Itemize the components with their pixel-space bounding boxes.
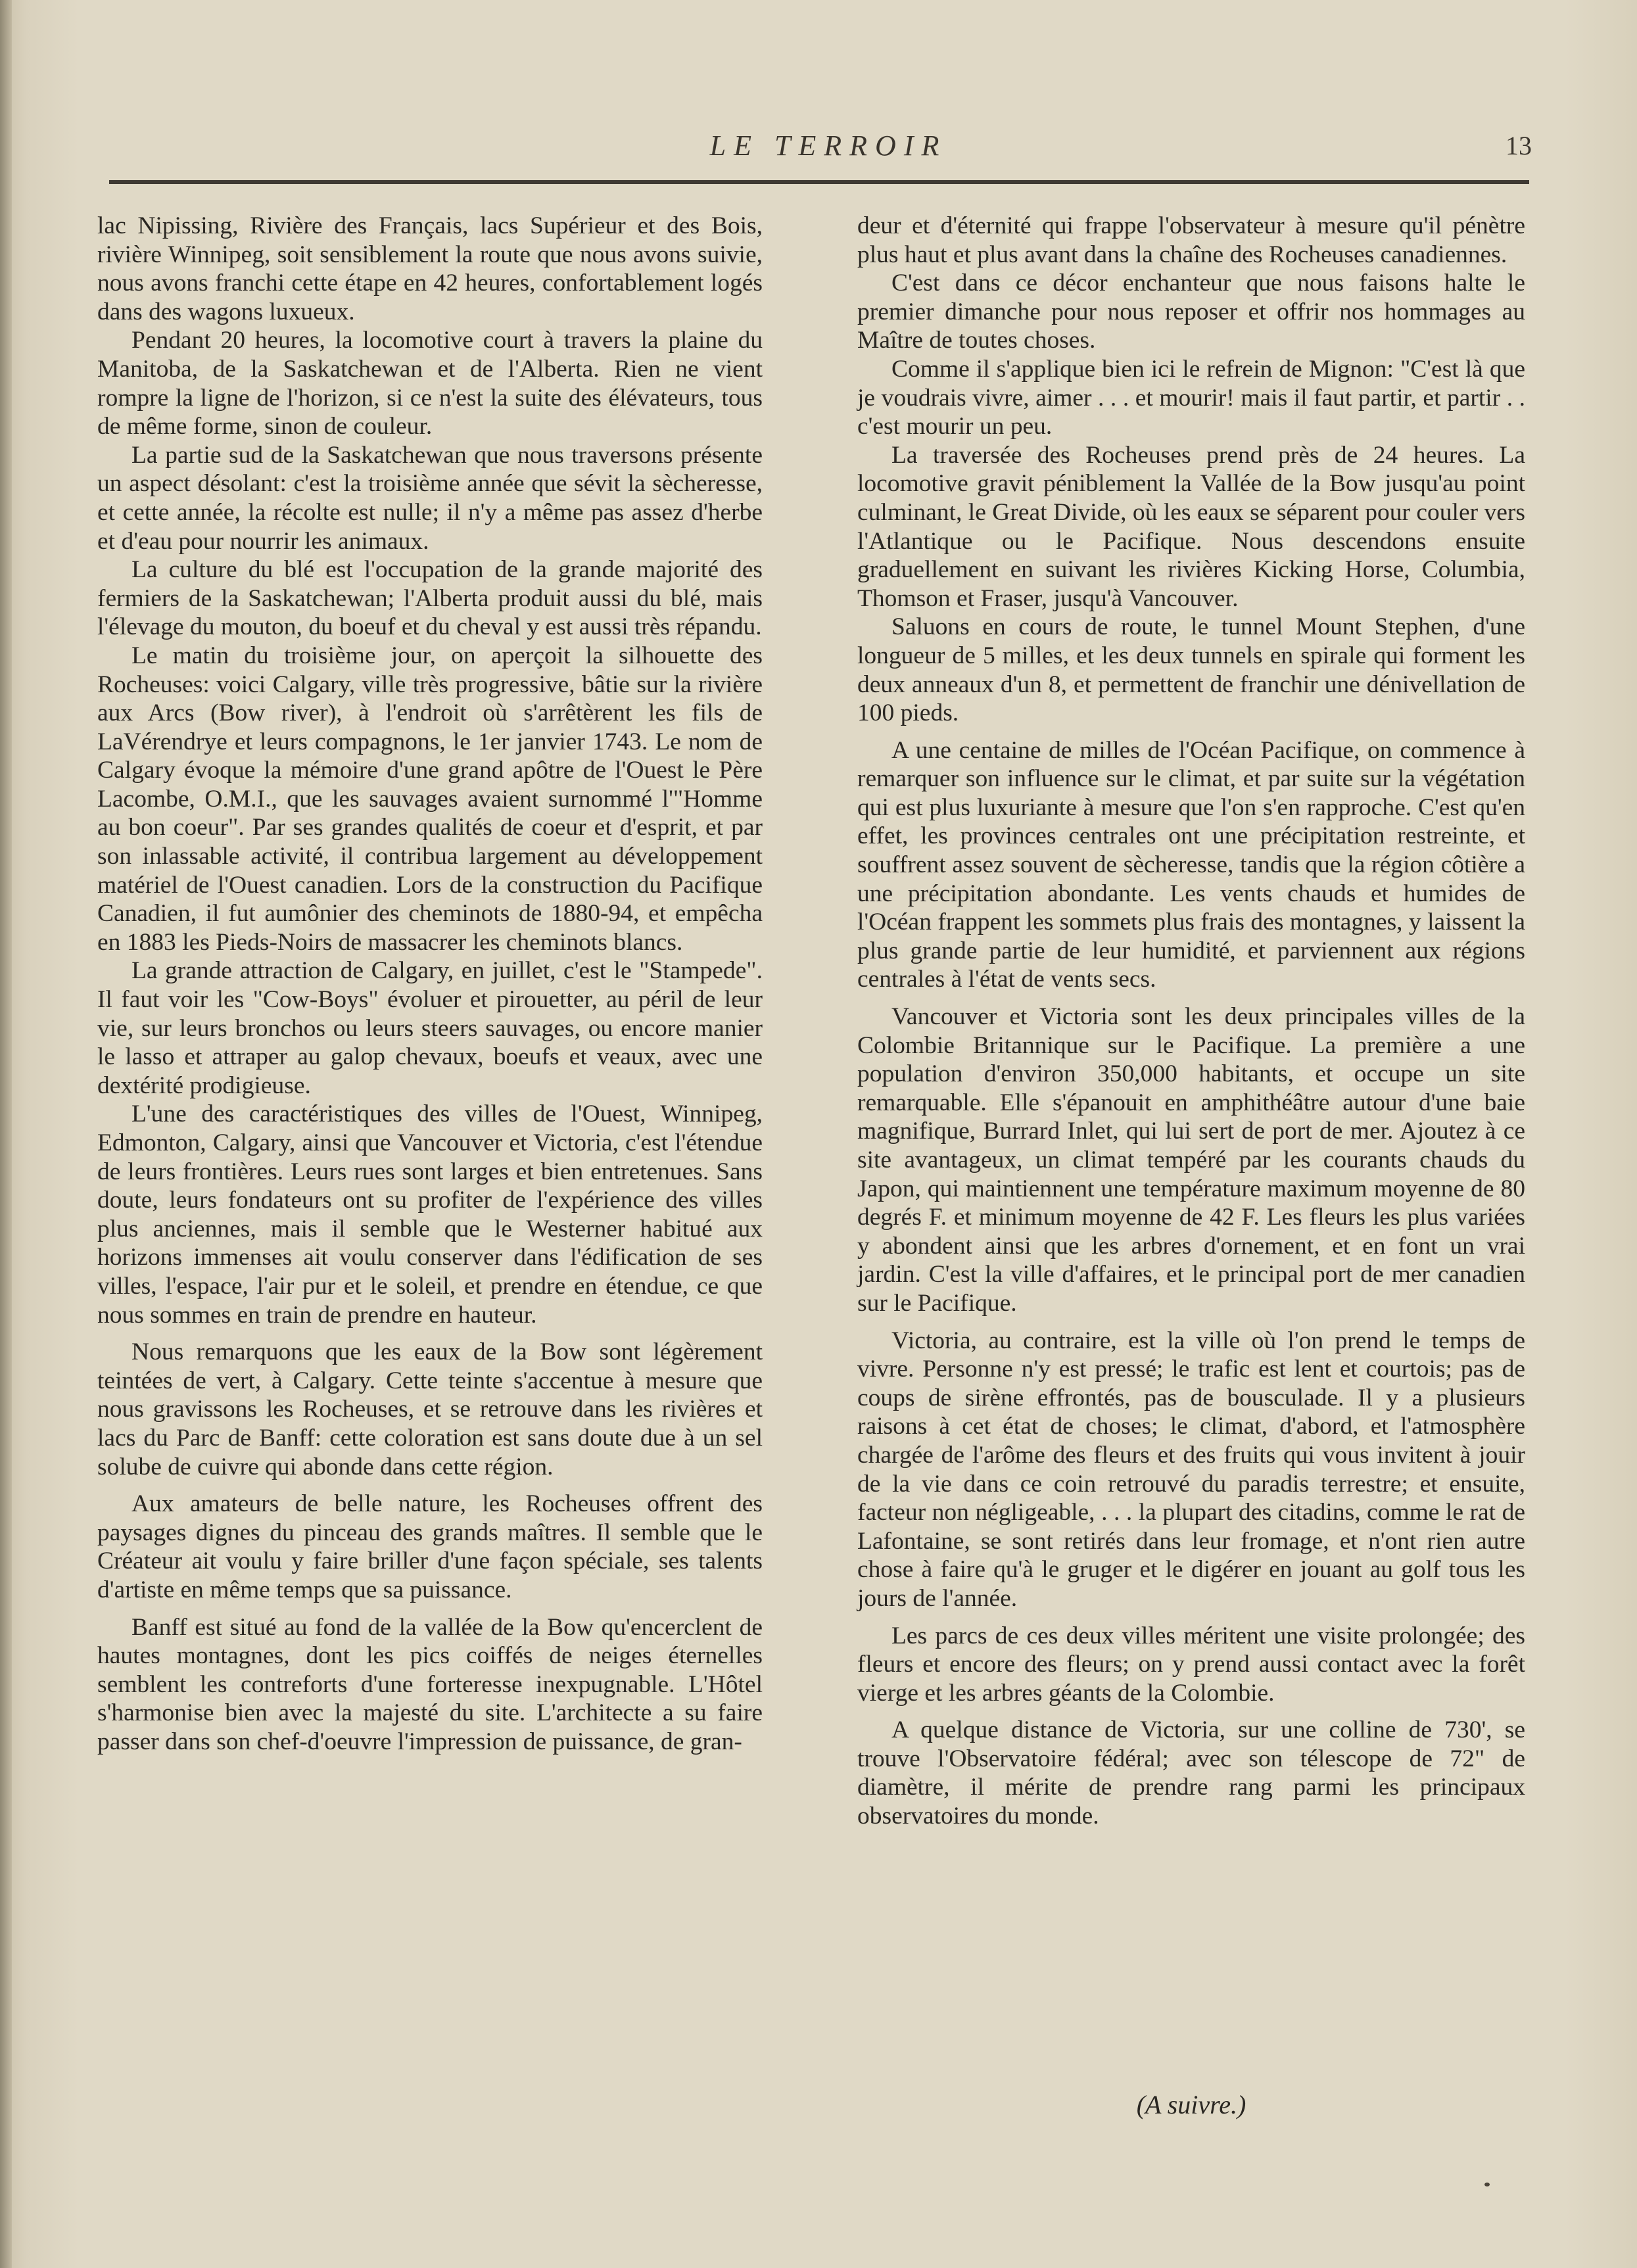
- to-be-continued: (A suivre.): [1136, 2090, 1246, 2119]
- right-column: [857, 212, 1525, 1831]
- paragraph: L'une des caractéristiques des villes de l'Ouest, Winnipeg, Edmonton, Calgary, ainsi que Vancouver et Victoria, c'est l'étendue de leurs frontières. Leurs rues sont larges et bien entretenues. Sans doute, leurs fondateurs ont su profiter de l'expérience des villes plus anciennes, mais il semble que le Westerner habitué aux horizons immenses ait voulu conserver dans l'édification de ses villes, l'espace, l'air pur et le soleil, et prendre en étendue, ce que nous sommes en train de prendre en hauteur.: [97, 1100, 763, 1329]
- ink-speck: [1484, 2183, 1490, 2186]
- paragraph: Le matin du troisième jour, on aperçoit la silhouette des Rocheuses: voici Calgary, ville très progressive, bâtie sur la rivière aux Arcs (Bow river), à l'endroit où s'arrêtèrent les fils de LaVérendrye et leurs compagnons, le 1er janvier 1743. Le nom de Calgary évoque la mémoire d'une grand apôtre de l'Ouest le Père Lacombe, O.M.I., que les sauvages avaient surnommé l'"Homme au bon coeur". Par ses grandes qualités de coeur et d'esprit, et par son inlassable activité, il contribua largement au développement matériel de l'Ouest canadien. Lors de la construction du Pacifique Canadien, il fut aumônier des cheminots de 1880-94, et empêcha en 1883 les Pieds-Noirs de massacrer les cheminots blancs.: [97, 642, 763, 956]
- binding-edge: [0, 0, 12, 2268]
- paragraph: Victoria, au contraire, est la ville où l'on prend le temps de vivre. Personne n'y est pressé; le trafic est lent et courtois; pas de coups de sirène effrontés, pas de bousculade. Il y a plusieurs raisons à cet état de choses; le climat, d'abord, et l'atmosphère chargée de l'arôme des fleurs et des fruits qui vous invitent à jouir de la vie dans ce coin retrouvé du paradis terrestre; et ensuite, facteur non négligeable, . . . la plupart des citadins, comme le rat de Lafontaine, se sont retirés dans leur fromage, et n'ont rien autre chose à faire qu'à le gruger et le digérer en jouant au golf tous les jours de l'année.: [857, 1327, 1525, 1612]
- left-column: [97, 212, 763, 1756]
- paragraph: Vancouver et Victoria sont les deux principales villes de la Colombie Britannique sur le Pacifique. La première a une population d'environ 350,000 habitants, et occupe un site remarquable. Elle s'épanouit en amphithéâtre autour d'une baie magnifique, Burrard Inlet, qui lui sert de port de mer. Ajoutez à ce site avantageux, un climat tempéré par les courants chauds du Japon, qui maintiennent une température maximum moyenne de 80 degrés F. et minimum moyenne de 42 F. Les fleurs les plus variées y abondent ainsi que les arbres d'ornement, et en font un vrai jardin. C'est la ville d'affaires, et le principal port de mer canadien sur le Pacifique.: [857, 1003, 1525, 1317]
- paragraph: La partie sud de la Saskatchewan que nous traversons présente un aspect désolant: c'est la troisième année que sévit la sècheresse, et cette année, la récolte est nulle; il n'y a même pas assez d'herbe et d'eau pour nourrir les animaux.: [97, 441, 763, 555]
- paragraph: Pendant 20 heures, la locomotive court à travers la plaine du Manitoba, de la Saskatchewan et de l'Alberta. Rien ne vient rompre la ligne de l'horizon, si ce n'est la suite des élévateurs, tous de même forme, sinon de couleur.: [97, 327, 763, 440]
- paragraph: lac Nipissing, Rivière des Français, lacs Supérieur et des Bois, rivière Winnipeg, soit sensiblement la route que nous avons suivie, nous avons franchi cette étape en 42 heures, confortablement logés dans des wagons luxueux.: [97, 212, 763, 325]
- paragraph: Nous remarquons que les eaux de la Bow sont légèrement teintées de vert, à Calgary. Cette teinte s'accentue à mesure que nous gravissons les Rocheuses, et se retrouve dans les rivières et lacs du Parc de Banff: cette coloration est sans doute due à un sel solube de cuivre qui abonde dans cette région.: [97, 1338, 763, 1480]
- paragraph: deur et d'éternité qui frappe l'observateur à mesure qu'il pénètre plus haut et plus avant dans la chaîne des Rocheuses canadiennes.: [857, 212, 1525, 268]
- paragraph: Aux amateurs de belle nature, les Rocheuses offrent des paysages dignes du pinceau des grands maîtres. Il semble que le Créateur ait voulu y faire briller d'une façon spéciale, ses talents d'artiste en même temps que sa puissance.: [97, 1490, 763, 1603]
- paragraph: La grande attraction de Calgary, en juillet, c'est le "Stampede". Il faut voir les "Cow-Boys" évoluer et pirouetter, au péril de leur vie, sur leurs bronchos ou leurs steers sauvages, ou encore manier le lasso et attraper au galop chevaux, boeufs et veaux, avec une dextérité prodigieuse.: [97, 957, 763, 1099]
- header-rule: [109, 180, 1529, 184]
- paragraph: A quelque distance de Victoria, sur une colline de 730', se trouve l'Observatoire fédéral; avec son télescope de 72" de diamètre, il mérite de prendre rang parmi les principaux observatoires du monde.: [857, 1716, 1525, 1830]
- running-title: LE TERROIR: [709, 130, 947, 162]
- paragraph: C'est dans ce décor enchanteur que nous faisons halte le premier dimanche pour nous reposer et offrir nos hommages au Maître de toutes choses.: [857, 270, 1525, 354]
- paragraph: A une centaine de milles de l'Océan Pacifique, on commence à remarquer son influence sur le climat, et par suite sur la végétation qui est plus luxuriante à mesure que l'on s'en rapproche. C'est qu'en effet, les provinces centrales ont une précipitation restreinte, et souffrent assez souvent de sècheresse, tandis que la région côtière a une précipitation abondante. Les vents chauds et humides de l'Océan frappent les sommets plus frais des montagnes, y laissent la plus grande partie de leur humidité, et parviennent aux régions centrales à l'état de vents secs.: [857, 736, 1525, 993]
- paragraph: Comme il s'applique bien ici le refrein de Mignon: "C'est là que je voudrais vivre, aimer . . . et mourir! mais il faut partir, et partir . . c'est mourir un peu.: [857, 355, 1525, 440]
- paragraph: La culture du blé est l'occupation de la grande majorité des fermiers de la Saskatchewan; l'Alberta produit aussi du blé, mais l'élevage du mouton, du boeuf et du cheval y est aussi très répandu.: [97, 556, 763, 641]
- paragraph: Saluons en cours de route, le tunnel Mount Stephen, d'une longueur de 5 milles, et les deux tunnels en spirale qui forment les deux anneaux d'un 8, et permettent de franchir une dénivellation de 100 pieds.: [857, 613, 1525, 727]
- page-number: 13: [1506, 131, 1532, 160]
- paragraph: Les parcs de ces deux villes méritent une visite prolongée; des fleurs et encore des fleurs; on y prend aussi contact avec la forêt vierge et les arbres géants de la Colombie.: [857, 1622, 1525, 1707]
- paragraph: La traversée des Rocheuses prend près de 24 heures. La locomotive gravit péniblement la Vallée de la Bow jusqu'au point culminant, le Great Divide, où les eaux se séparent pour couler vers l'Atlantique ou le Pacifique. Nous descendons ensuite graduellement en suivant les rivières Kicking Horse, Columbia, Thomson et Fraser, jusqu'à Vancouver.: [857, 441, 1525, 612]
- paragraph: Banff est situé au fond de la vallée de la Bow qu'encerclent de hautes montagnes, dont les pics coiffés de neiges éternelles semblent les contreforts d'une forteresse inexpugnable. L'Hôtel s'harmonise bien avec la majesté du site. L'architecte a su faire passer dans son chef-d'oeuvre l'impression de puissance, de gran-: [97, 1613, 763, 1755]
